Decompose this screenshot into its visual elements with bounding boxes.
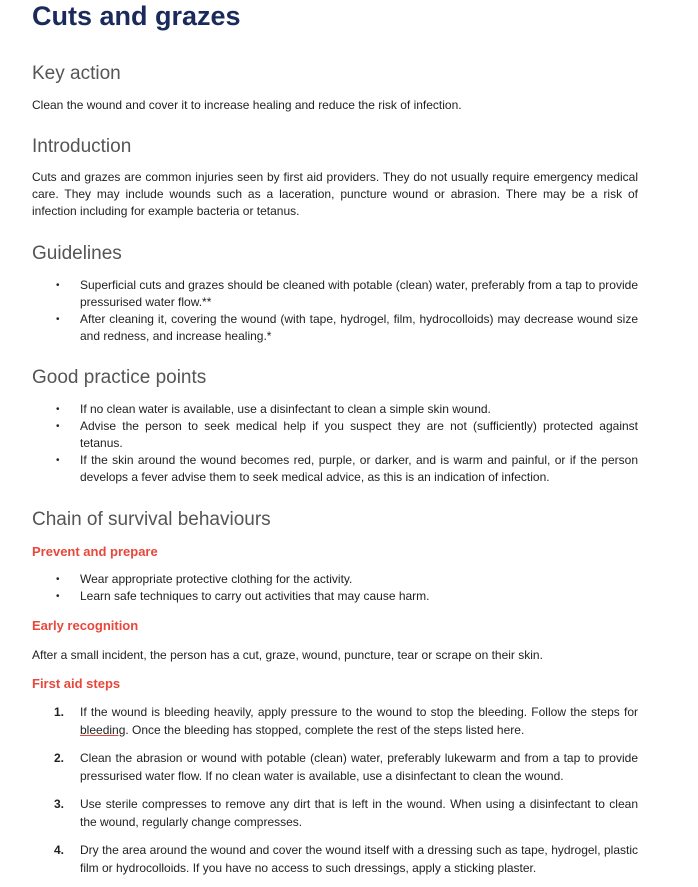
guidelines-list (32, 277, 638, 345)
guidelines-heading: Guidelines (32, 243, 122, 264)
bullet-icon: • (56, 591, 60, 602)
list-item-text: If the skin around the wound becomes red, purple, or darker, and is warm and painful, or if the person develops a fever advise them to seek medical advice, as this is an indication of infection. (80, 453, 638, 484)
bullet-icon: • (56, 314, 60, 325)
list-item (32, 277, 638, 311)
list-item (32, 311, 638, 345)
bullet-icon: • (56, 404, 60, 415)
list-item (32, 418, 638, 452)
first-aid-heading: First aid steps (32, 676, 121, 691)
list-item-text: Superficial cuts and grazes should be cleaned with potable (clean) water, preferably from a tap to provide pressurised water flow.** (80, 278, 638, 309)
step-text: If the wound is bleeding heavily, apply pressure to the wound to stop the bleeding. Follow the steps for (80, 705, 638, 719)
page-title: Cuts and grazes (32, 1, 241, 31)
list-item (32, 452, 638, 486)
introduction-heading: Introduction (32, 136, 132, 157)
step-text-after: . Once the bleeding has stopped, complete the rest of the steps listed here. (125, 723, 525, 737)
step-item (32, 841, 638, 877)
step-text: Clean the abrasion or wound with potable (clean) water, preferably lukewarm and from a tap to provide pressurised water flow. If no clean water is available, use a disinfectant to clean the wound. (80, 751, 638, 783)
list-item (32, 401, 638, 418)
key-action-text: Clean the wound and cover it to increase healing and reduce the risk of infection. (32, 98, 462, 112)
list-item-text: If no clean water is available, use a disinfectant to clean a simple skin wound. (80, 402, 491, 416)
list-item-text: Learn safe techniques to carry out activities that may cause harm. (80, 589, 430, 603)
bullet-icon: • (56, 280, 60, 291)
list-item-text: Wear appropriate protective clothing for the activity. (80, 572, 353, 586)
step-item (32, 795, 638, 831)
bullet-icon: • (56, 421, 60, 432)
list-item-text: Advise the person to seek medical help if you suspect they are not (sufficiently) protected against tetanus. (80, 419, 638, 450)
key-action-heading: Key action (32, 63, 121, 84)
step-item (32, 703, 638, 739)
prevent-heading: Prevent and prepare (32, 544, 158, 559)
step-text: Use sterile compresses to remove any dirt that is left in the wound. When using a disinfectant to clean the wound, regularly change compresses. (80, 797, 638, 829)
step-number: 3. (54, 797, 65, 811)
step-item (32, 749, 638, 785)
prevent-list (32, 571, 638, 605)
step-number: 2. (54, 751, 65, 765)
step-text: Dry the area around the wound and cover the wound itself with a dressing such as tape, hydrogel, plastic film or hydrocolloids. If you have no access to such dressings, apply a sticking plaster. (80, 843, 638, 875)
step-number: 4. (54, 843, 65, 857)
good-practice-list (32, 401, 638, 486)
list-item (32, 571, 638, 588)
bleeding-link[interactable]: bleeding (80, 723, 126, 737)
step-number: 1. (54, 705, 65, 719)
bullet-icon: • (56, 455, 60, 466)
introduction-text: Cuts and grazes are common injuries seen by first aid providers. They do not usually require emergency medical care. They may include wounds such as a laceration, puncture wound or abrasion. There may be a risk of infection including for example bacteria or tetanus. (32, 170, 638, 218)
first-aid-steps (32, 703, 638, 887)
recognition-heading: Early recognition (32, 618, 139, 633)
list-item (32, 588, 638, 605)
good-practice-heading: Good practice points (32, 367, 207, 388)
chain-heading: Chain of survival behaviours (32, 509, 271, 530)
bullet-icon: • (56, 574, 60, 585)
list-item-text: After cleaning it, covering the wound (with tape, hydrogel, film, hydrocolloids) may decrease wound size and redness, and increase healing.* (80, 312, 638, 343)
recognition-text: After a small incident, the person has a cut, graze, wound, puncture, tear or scrape on their skin. (32, 648, 543, 662)
